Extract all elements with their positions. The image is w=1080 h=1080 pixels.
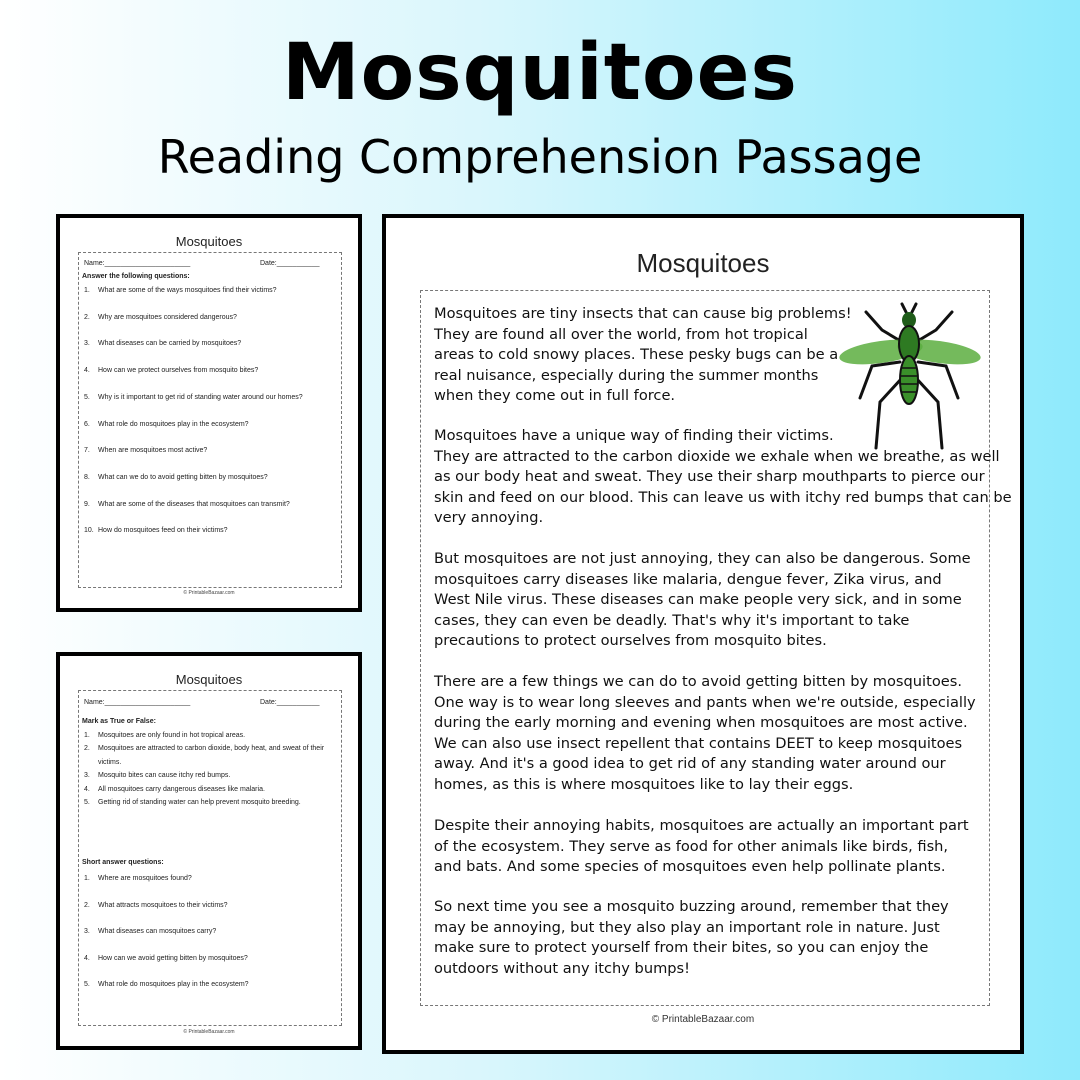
- item-number: 1.: [84, 875, 90, 882]
- passage-paragraph-6: So next time you see a mosquito buzzing around, remember that they may be annoying, but they also play an important role in nature. Just make sure to protect yourself from their bites, so you can enjoy the outdoors without any itchy bumps!: [434, 898, 949, 977]
- list-item: [84, 799, 301, 806]
- list-item: [84, 875, 192, 882]
- list-item: [84, 786, 265, 793]
- list-item: [84, 340, 241, 347]
- passage-sheet: [382, 214, 1024, 1054]
- item-text: What can we do to avoid getting bitten by mosquitoes?: [98, 473, 268, 481]
- list-item: [84, 527, 228, 534]
- item-number: 4.: [84, 367, 90, 375]
- item-text: Getting rid of standing water can help prevent mosquito breeding.: [98, 799, 301, 806]
- list-item: [84, 902, 228, 909]
- item-text: What are some of the diseases that mosquitoes can transmit?: [98, 500, 290, 508]
- item-number: 10.: [84, 527, 94, 535]
- item-number: 8.: [84, 473, 90, 481]
- item-text: What role do mosquitoes play in the ecosystem?: [98, 981, 249, 989]
- passage-title: Mosquitoes: [636, 248, 770, 278]
- name-field-label: Name:______________________: [84, 699, 191, 706]
- item-number: 4.: [84, 785, 90, 793]
- item-text: How do mosquitoes feed on their victims?: [98, 527, 228, 535]
- item-text: Mosquitoes are attracted to carbon dioxide, body heat, and sweat of their: [98, 745, 325, 753]
- list-item: [84, 367, 258, 374]
- worksheet-true-false-preview: [56, 652, 362, 1050]
- item-text: What diseases can mosquitoes carry?: [98, 928, 217, 936]
- list-item: [84, 314, 237, 321]
- list-item: [84, 772, 230, 779]
- item-text: When are mosquitoes most active?: [98, 447, 208, 455]
- item-text: All mosquitoes carry dangerous diseases like malaria.: [98, 785, 265, 793]
- list-item: [84, 474, 268, 481]
- list-item: [84, 421, 249, 428]
- item-text: Mosquito bites can cause itchy red bumps.: [98, 772, 231, 780]
- list-item: [84, 928, 216, 935]
- list-item: [84, 287, 277, 294]
- item-number: 2.: [84, 901, 90, 909]
- list-item: [84, 955, 248, 962]
- item-number: 3.: [84, 772, 90, 780]
- worksheet-footer: © PrintableBazaar.com: [183, 1029, 235, 1035]
- item-number: 3.: [84, 928, 90, 936]
- item-text: What attracts mosquitoes to their victims?: [98, 901, 228, 909]
- worksheet-title: Mosquitoes: [175, 234, 243, 249]
- list-item: [84, 981, 249, 988]
- item-number: 1.: [84, 732, 90, 739]
- item-number: 7.: [84, 447, 90, 455]
- list-item: [84, 759, 121, 766]
- item-number: 5.: [84, 981, 90, 989]
- item-text: How can we protect ourselves from mosquito bites?: [98, 367, 259, 375]
- date-field-label: Date:___________: [260, 699, 320, 706]
- item-text: What diseases can be carried by mosquitoes?: [98, 340, 242, 348]
- list-item: [84, 732, 245, 739]
- list-item: [84, 501, 290, 508]
- hero-subtitle: Reading Comprehension Passage: [157, 130, 923, 184]
- passage-paragraph-1: Mosquitoes are tiny insects that can cause big problems! They are found all over the world, from hot tropical areas to cold snowy places. These pesky bugs can be a real nuisance, especially during the summer months when they come out in full force.: [434, 305, 852, 405]
- passage-paragraph-4: There are a few things we can do to avoid getting bitten by mosquitoes. One way is to wear long sleeves and pants when we're outside, especially during the early morning and evening when mosquitoes are most active. We can also use insect repellent that contains DEET to keep mosquitoes away. And it's a good idea to get rid of any standing water around our homes, as this is where mosquitoes like to lay their eggs.: [434, 673, 976, 793]
- list-item: [84, 447, 207, 454]
- item-text: How can we avoid getting bitten by mosquitoes?: [98, 954, 248, 962]
- item-text: What are some of the ways mosquitoes find their victims?: [98, 287, 277, 294]
- instructions-heading: Answer the following questions:: [82, 273, 190, 280]
- date-field-label: Date:___________: [260, 260, 320, 267]
- passage-paragraph-3: But mosquitoes are not just annoying, they can also be dangerous. Some mosquitoes carry diseases like malaria, dengue fever, Zika virus, and West Nile virus. These diseases can make people very sick, and in some cases, they can even be deadly. That's why it's important to take precautions to protect ourselves from mosquito bites.: [434, 550, 971, 650]
- list-item: [84, 394, 303, 401]
- item-number: 9.: [84, 500, 90, 508]
- worksheet-title: Mosquitoes: [175, 672, 243, 687]
- item-number: 4.: [84, 954, 90, 962]
- short-answer-heading: Short answer questions:: [82, 859, 164, 866]
- item-text: What role do mosquitoes play in the ecosystem?: [98, 420, 249, 428]
- item-text: victims.: [98, 758, 122, 766]
- passage-footer: © PrintableBazaar.com: [651, 1014, 755, 1025]
- item-number: 1.: [84, 287, 90, 294]
- passage-paragraph-2: Mosquitoes have a unique way of finding their victims. They are attracted to the carbon dioxide we exhale when we breathe, as well as our body heat and sweat. They use their sharp mouthparts to pierce our skin and feed on our blood. This can leave us with itchy red bumps that can be very annoying.: [434, 427, 1012, 527]
- list-item: [84, 745, 324, 752]
- hero-title: Mosquitoes: [282, 28, 798, 118]
- item-text: Why are mosquitoes considered dangerous?: [98, 313, 237, 321]
- passage-paragraph-5: Despite their annoying habits, mosquitoes are actually an important part of the ecosystem. They serve as food for other animals like birds, fish, and bats. And some species of mosquitoes even help pollinate plants.: [434, 817, 969, 876]
- item-number: 5.: [84, 393, 90, 401]
- name-field-label: Name:______________________: [84, 260, 191, 267]
- item-text: Why is it important to get rid of standing water around our homes?: [98, 393, 303, 401]
- item-number: 6.: [84, 420, 90, 428]
- item-number: 2.: [84, 745, 90, 753]
- item-number: 2.: [84, 313, 90, 321]
- item-number: 3.: [84, 340, 90, 348]
- item-number: 5.: [84, 799, 90, 806]
- item-text: Where are mosquitoes found?: [98, 875, 192, 882]
- true-false-heading: Mark as True or False:: [82, 718, 156, 725]
- worksheet-questions-preview: [56, 214, 362, 612]
- item-text: Mosquitoes are only found in hot tropical areas.: [98, 732, 246, 739]
- worksheet-footer: © PrintableBazaar.com: [183, 590, 235, 596]
